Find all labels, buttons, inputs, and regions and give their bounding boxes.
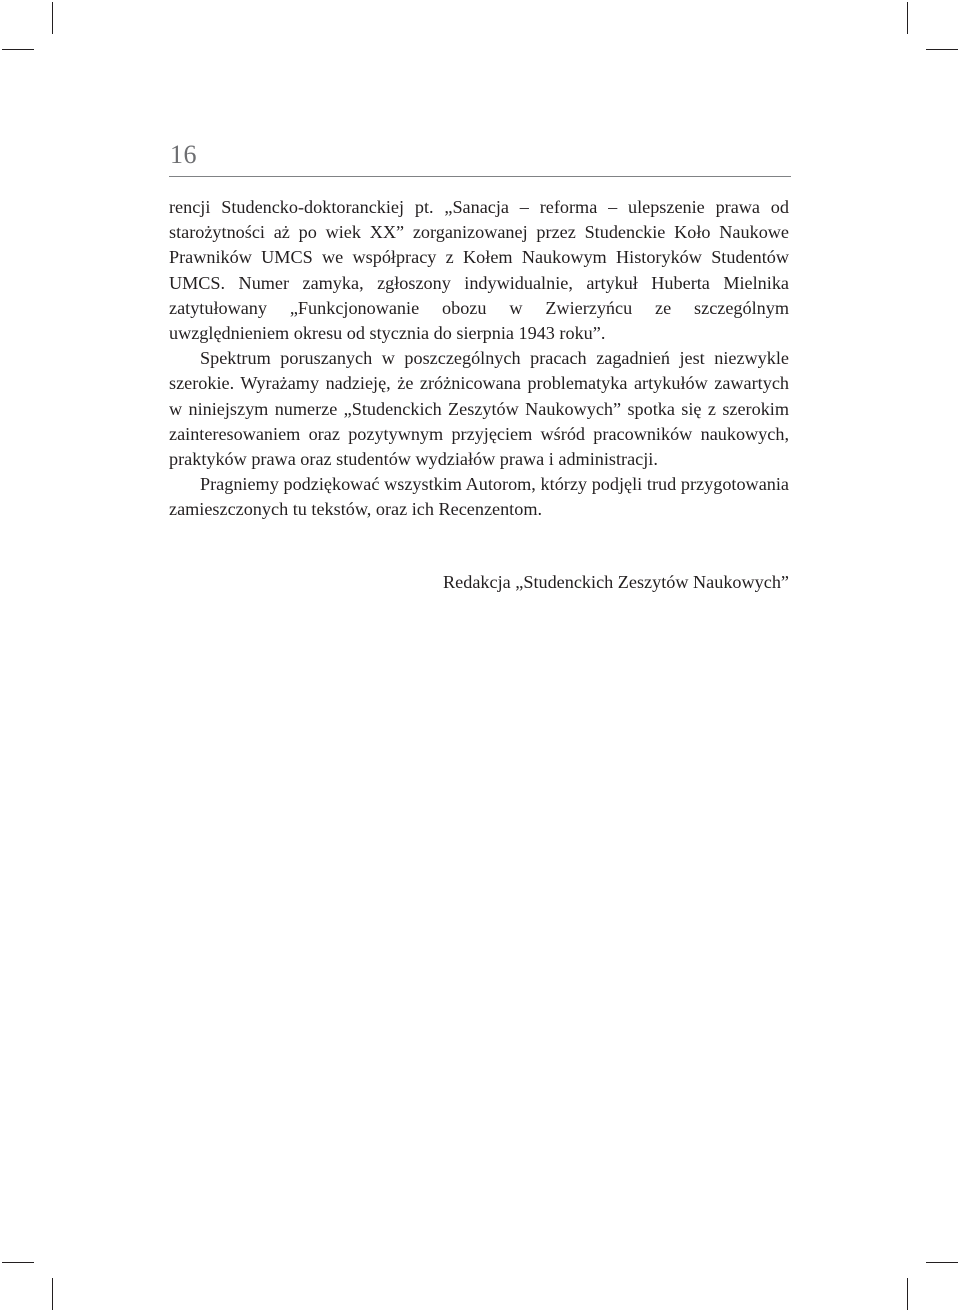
- crop-mark-bottom-right-vertical: [907, 1278, 908, 1310]
- crop-mark-top-left-vertical: [52, 2, 53, 34]
- header-rule: [169, 176, 791, 177]
- crop-mark-bottom-right-horizontal: [926, 1262, 958, 1263]
- crop-mark-bottom-left-vertical: [52, 1278, 53, 1310]
- crop-mark-top-left-horizontal: [2, 49, 34, 50]
- crop-mark-top-right-horizontal: [926, 49, 958, 50]
- paragraph-3: Pragniemy podziękować wszystkim Autorom, którzy podjęli trud przygotowania zamieszczonych tu tekstów, oraz ich Recenzentom.: [169, 474, 789, 520]
- paragraph-1: rencji Studencko-doktoranckiej pt. „Sanacja – reforma – ulepszenie prawa od starożytności aż po wiek XX” zorganizowanej przez Studenckie Koło Naukowe Prawników UMCS we współpracy z Kołem Naukowym Historyków Studentów UMCS. Numer zamyka, zgłoszony indywidualnie, artykuł Huberta Mielnika zatytułowany „Funkcjonowanie obozu w Zwierzyńcu ze szczególnym uwzględnieniem okresu od stycznia do sierpnia 1943 roku”.: [169, 197, 789, 344]
- page-number: 16: [170, 140, 197, 169]
- editorial-signature: Redakcja „Studenckich Zeszytów Naukowych”: [443, 572, 789, 592]
- paragraph-2: Spektrum poruszanych w poszczególnych pracach zagadnień jest niezwykle szerokie. Wyrażamy nadzieję, że zróżnicowana problematyka artykułów zawartych w niniejszym numerze „Studenckich Zeszytów Naukowych” spotka się z szerokim zainteresowaniem oraz pozytywnym przyjęciem wśród pracowników naukowych, praktyków prawa oraz studentów wydziałów prawa i administracji.: [169, 348, 789, 470]
- crop-mark-bottom-left-horizontal: [2, 1262, 34, 1263]
- crop-mark-top-right-vertical: [907, 2, 908, 34]
- body-text: [169, 195, 789, 523]
